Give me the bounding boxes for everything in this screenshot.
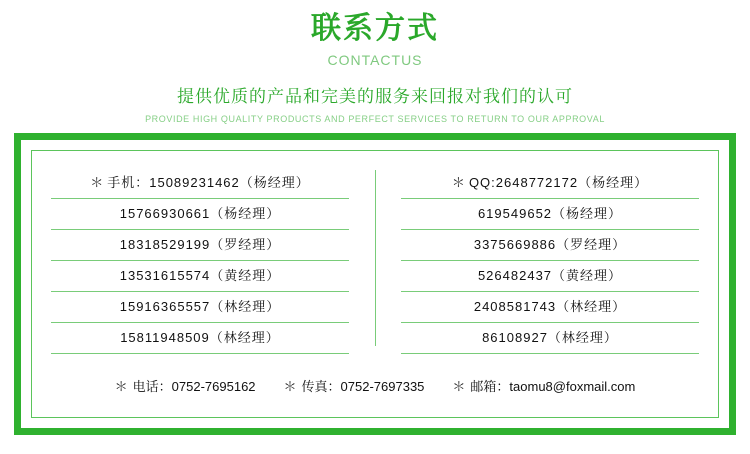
qq-value: 619549652（杨经理） — [477, 206, 623, 221]
bullet-star-icon: ＊ — [114, 379, 128, 394]
page-header — [0, 0, 750, 127]
email-item — [438, 376, 649, 395]
bullet-star-icon: ＊ — [90, 175, 104, 190]
phone-value: 手机：15089231462（杨经理） — [107, 175, 310, 190]
list-item — [401, 323, 699, 354]
column-divider — [375, 170, 376, 346]
list-item — [401, 230, 699, 261]
list-item — [51, 323, 349, 354]
bullet-star-icon: ＊ — [452, 379, 466, 394]
email-value: 邮箱：taomu8@foxmail.com — [470, 379, 636, 394]
bullet-star-icon: ＊ — [451, 175, 465, 190]
page-subtitle: 提供优质的产品和完美的服务来回报对我们的认可 — [177, 87, 573, 106]
page-title: 联系方式 — [311, 12, 439, 45]
list-item — [51, 230, 349, 261]
qq-value: QQ:2648772172（杨经理） — [468, 175, 649, 190]
contact-frame — [14, 133, 736, 435]
telephone-value: 电话：0752-7695162 — [132, 379, 256, 394]
phone-value: 15766930661（杨经理） — [119, 206, 281, 221]
qq-value: 526482437（黄经理） — [477, 268, 623, 283]
list-item — [401, 292, 699, 323]
qq-value: 2408581743（林经理） — [473, 299, 627, 314]
phone-value: 18318529199（罗经理） — [119, 237, 281, 252]
phone-value: 15916365557（林经理） — [119, 299, 281, 314]
qq-column — [375, 168, 699, 354]
page-subtitle-english: PROVIDE HIGH QUALITY PRODUCTS AND PERFECT SERVICES TO RETURN TO OUR APPROVAL — [145, 114, 605, 124]
page-title-english: CONTACTUS — [327, 52, 423, 68]
phone-value: 15811948509（林经理） — [120, 330, 280, 345]
phone-column — [51, 168, 375, 354]
list-item — [401, 168, 699, 199]
list-item — [401, 199, 699, 230]
telephone-item — [101, 376, 270, 395]
list-item — [51, 199, 349, 230]
list-item — [51, 261, 349, 292]
bullet-star-icon: ＊ — [283, 379, 297, 394]
contact-bottom-row — [51, 376, 699, 395]
contact-columns — [51, 168, 699, 354]
fax-item — [270, 376, 439, 395]
phone-value: 13531615574（黄经理） — [119, 268, 281, 283]
contact-content — [51, 168, 699, 408]
list-item — [401, 261, 699, 292]
qq-value: 86108927（林经理） — [482, 330, 618, 345]
list-item — [51, 292, 349, 323]
fax-value: 传真：0752-7697335 — [301, 379, 425, 394]
qq-value: 3375669886（罗经理） — [473, 237, 627, 252]
list-item — [51, 168, 349, 199]
